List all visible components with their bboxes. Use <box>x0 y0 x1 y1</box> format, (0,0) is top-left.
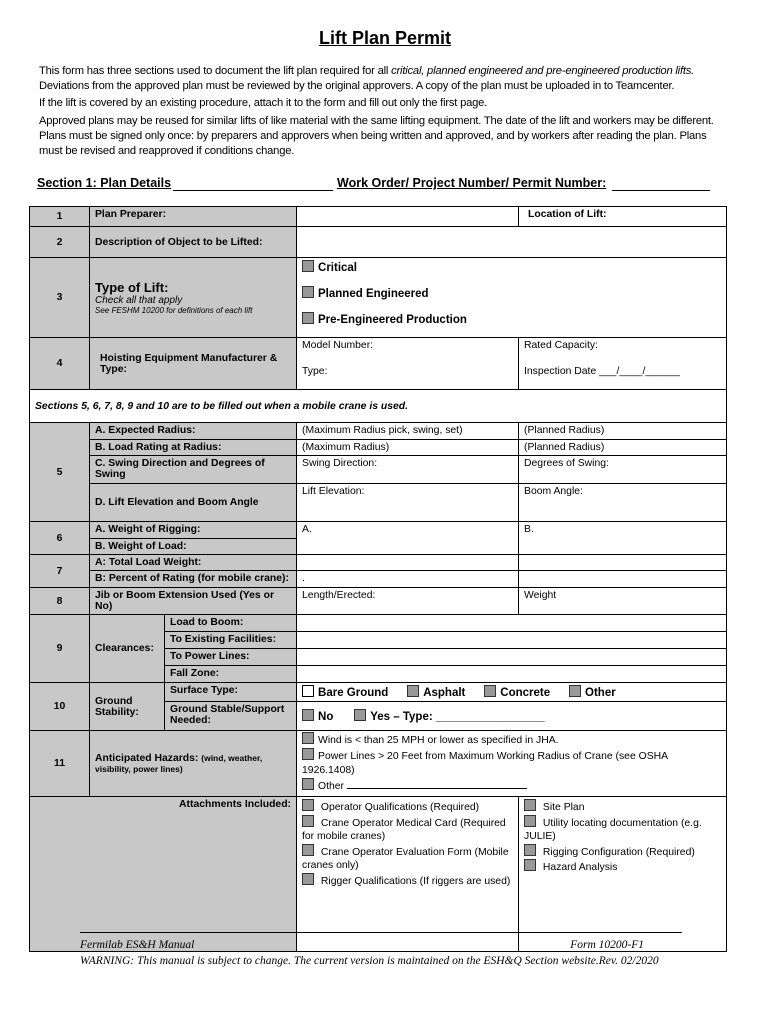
attachment-item[interactable]: Site Plan <box>524 799 721 815</box>
checkbox-icon[interactable] <box>302 799 314 811</box>
existing-facilities-field[interactable] <box>297 632 727 649</box>
checkbox-icon[interactable] <box>302 260 314 272</box>
attachments-label: Attachments Included: <box>30 797 297 952</box>
lift-elevation-field[interactable]: Lift Elevation: <box>297 484 519 522</box>
checkbox-icon[interactable] <box>302 709 314 721</box>
surface-type-options: Bare Ground Asphalt Concrete Other <box>297 683 727 702</box>
row-number: 7 <box>30 555 90 588</box>
attachment-item[interactable]: Hazard Analysis <box>524 859 721 875</box>
ground-stability-label: Ground Stability: <box>90 683 165 731</box>
total-load-label: A: Total Load Weight: <box>90 555 297 571</box>
attachment-item[interactable]: Rigger Qualifications (If riggers are used) <box>302 873 513 889</box>
checkbox-icon[interactable] <box>407 685 419 697</box>
expected-radius-label: A. Expected Radius: <box>90 423 297 440</box>
hazards-label: Anticipated Hazards: (wind, weather, visibility, power lines) <box>90 731 297 797</box>
mobile-crane-note: Sections 5, 6, 7, 8, 9 and 10 are to be filled out when a mobile crane is used. <box>30 390 727 423</box>
footer-manual: Fermilab ES&H Manual <box>80 939 195 951</box>
fall-zone-field[interactable] <box>297 666 727 683</box>
row-number: 4 <box>30 338 90 390</box>
checkbox-icon[interactable] <box>302 732 314 744</box>
hoisting-equipment-label: Hoisting Equipment Manufacturer & Type: <box>90 338 297 390</box>
checkbox-icon[interactable] <box>302 685 314 697</box>
percent-rating-field-2[interactable] <box>519 571 727 588</box>
total-load-field-2[interactable] <box>519 555 727 571</box>
checkbox-icon[interactable] <box>569 685 581 697</box>
lift-elevation-label: D. Lift Elevation and Boom Angle <box>90 484 297 522</box>
checkbox-icon[interactable] <box>302 286 314 298</box>
row-number: 8 <box>30 588 90 615</box>
percent-rating-label: B: Percent of Rating (for mobile crane): <box>90 571 297 588</box>
total-load-field[interactable] <box>297 555 519 571</box>
row-number: 2 <box>30 227 90 258</box>
row-number: 1 <box>30 207 90 227</box>
lift-plan-form <box>29 206 727 952</box>
checkbox-icon[interactable] <box>484 685 496 697</box>
jib-extension-label: Jib or Boom Extension Used (Yes or No) <box>90 588 297 615</box>
checkbox-icon[interactable] <box>302 778 314 790</box>
max-radius-field[interactable]: (Maximum Radius pick, swing, set) <box>297 423 519 440</box>
description-label: Description of Object to be Lifted: <box>90 227 297 258</box>
attachments-left <box>297 797 519 952</box>
weight-a-field[interactable]: A. <box>297 522 519 555</box>
pre-engineered-option[interactable]: Pre-Engineered Production <box>302 312 721 326</box>
checkbox-icon[interactable] <box>524 799 536 811</box>
rated-inspection-field[interactable]: Rated Capacity: Inspection Date ___/____/______ <box>519 338 727 390</box>
percent-rating-field[interactable]: . <box>297 571 519 588</box>
attachments-right <box>519 797 727 952</box>
hazard-power-lines[interactable]: Power Lines > 20 Feet from Maximum Working Radius of Crane (see OSHA 1926.1408) <box>302 748 721 778</box>
checkbox-icon[interactable] <box>524 815 536 827</box>
attachment-item[interactable]: Operator Qualifications (Required) <box>302 799 513 815</box>
planned-radius-field[interactable]: (Planned Radius) <box>519 423 727 440</box>
page-title: Lift Plan Permit <box>318 28 452 48</box>
boom-angle-field[interactable]: Boom Angle: <box>519 484 727 522</box>
row-number: 9 <box>30 615 90 683</box>
row-number: 11 <box>30 731 90 797</box>
checkbox-icon[interactable] <box>302 748 314 760</box>
hazards-options <box>297 731 727 797</box>
load-to-boom-field[interactable] <box>297 615 727 632</box>
intro-text: This form has three sections used to document the lift plan required for all critical, planned engineered and pre-engineered production lifts. Deviations from the approved plan must be reviewed by the original approvers. A copy of the plan must be uploaded in to Teamcenter. If the lift is covered by an existing procedure, attach it to the form and fill out only the first page. Approved plans may be reused for similar lifts of like material with the same lifting equipment. The date of the lift and workers may be different. Plans must be signed only once: by preparers and approvers when being written and approved, and by workers after reading the plan. Plans must be revised and reapproved if conditions change. <box>39 65 714 158</box>
power-lines-field[interactable] <box>297 649 727 666</box>
footer-warning: WARNING: This manual is subject to change. The current version is maintained on the ESH&Q Section website.Rev. 02/2020 <box>80 955 659 967</box>
checkbox-icon[interactable] <box>302 873 314 885</box>
weight-rigging-label: A. Weight of Rigging: <box>90 522 297 539</box>
existing-facilities-label: To Existing Facilities: <box>165 632 297 649</box>
surface-type-label: Surface Type: <box>165 683 297 702</box>
plan-preparer-field[interactable] <box>297 207 519 227</box>
attachment-item[interactable]: Crane Operator Evaluation Form (Mobile cranes only) <box>302 844 513 873</box>
attachment-item[interactable]: Utility locating documentation (e.g. JULIE) <box>524 815 721 844</box>
location-of-lift-field[interactable]: Location of Lift: <box>519 207 727 227</box>
planned-engineered-option[interactable]: Planned Engineered <box>302 286 721 312</box>
page-footer <box>80 932 682 967</box>
model-type-field[interactable]: Model Number: Type: <box>297 338 519 390</box>
load-rating-max-field[interactable]: (Maximum Radius) <box>297 440 519 456</box>
description-field[interactable] <box>297 227 727 258</box>
length-erected-field[interactable]: Length/Erected: <box>297 588 519 615</box>
row-number: 10 <box>30 683 90 731</box>
ground-support-options: No Yes – Type: _________________ <box>297 702 727 731</box>
type-of-lift-label: Type of Lift: Check all that apply See FESHM 10200 for definitions of each lift <box>90 258 297 338</box>
hazard-other[interactable]: Other <box>302 778 721 794</box>
swing-direction-field[interactable]: Swing Direction: <box>297 456 519 484</box>
row-number: 3 <box>30 258 90 338</box>
plan-preparer-label: Plan Preparer: <box>90 207 297 227</box>
ground-support-label: Ground Stable/Support Needed: <box>165 702 297 731</box>
attachment-item[interactable]: Rigging Configuration (Required) <box>524 844 721 860</box>
weight-b-field[interactable]: B. <box>519 522 727 555</box>
checkbox-icon[interactable] <box>524 859 536 871</box>
degrees-of-swing-field[interactable]: Degrees of Swing: <box>519 456 727 484</box>
load-to-boom-label: Load to Boom: <box>165 615 297 632</box>
fall-zone-label: Fall Zone: <box>165 666 297 683</box>
row-number: 5 <box>30 423 90 522</box>
checkbox-icon[interactable] <box>354 709 366 721</box>
type-of-lift-options <box>297 258 727 338</box>
swing-label: C. Swing Direction and Degrees of Swing <box>90 456 297 484</box>
checkbox-icon[interactable] <box>302 844 314 856</box>
checkbox-icon[interactable] <box>302 312 314 324</box>
critical-option[interactable]: Critical <box>302 260 721 286</box>
load-rating-planned-field[interactable]: (Planned Radius) <box>519 440 727 456</box>
attachment-item[interactable]: Crane Operator Medical Card (Required for mobile cranes) <box>302 815 513 844</box>
weight-load-label: B. Weight of Load: <box>90 539 297 555</box>
power-lines-label: To Power Lines: <box>165 649 297 666</box>
work-order-field[interactable] <box>612 190 710 191</box>
jib-weight-field[interactable]: Weight <box>519 588 727 615</box>
row-number: 6 <box>30 522 90 555</box>
checkbox-icon[interactable] <box>524 844 536 856</box>
hazard-wind[interactable]: Wind is < than 25 MPH or lower as specified in JHA. <box>302 732 721 748</box>
footer-form-number: Form 10200-F1 <box>570 939 644 951</box>
clearances-label: Clearances: <box>90 615 165 683</box>
checkbox-icon[interactable] <box>302 815 314 827</box>
load-rating-label: B. Load Rating at Radius: <box>90 440 297 456</box>
